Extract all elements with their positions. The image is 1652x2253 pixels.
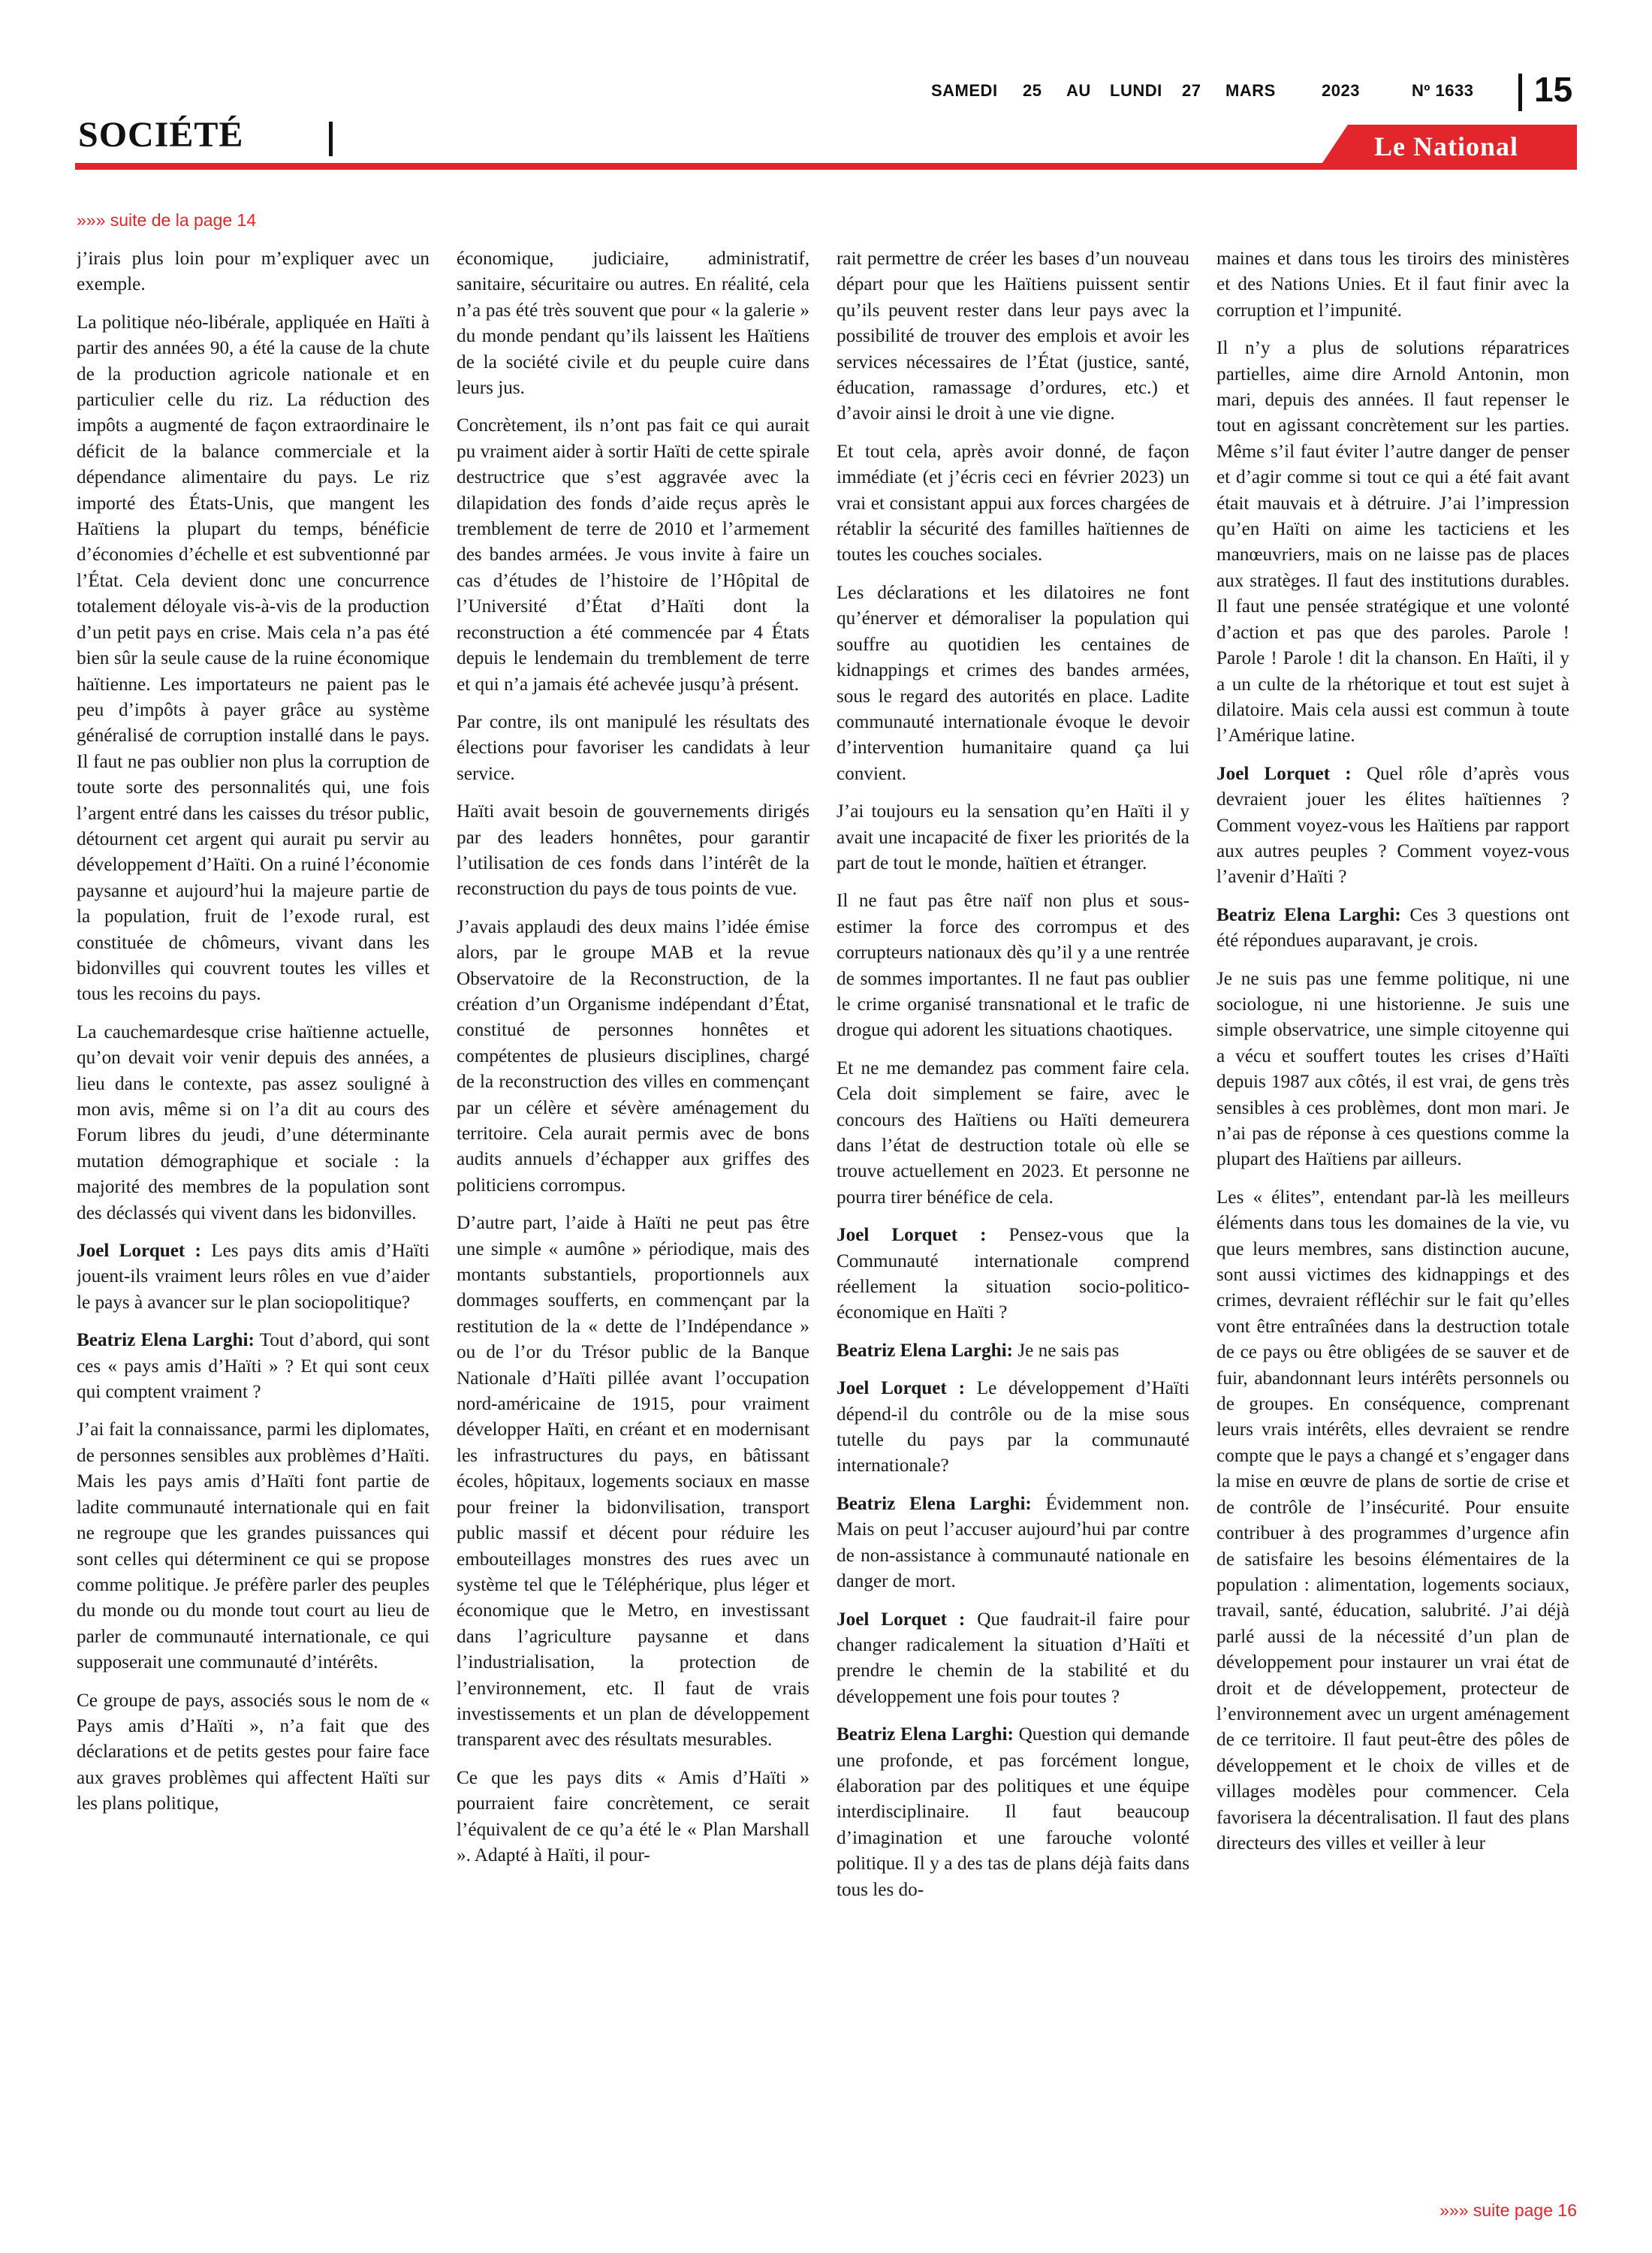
speaker-name: Joel Lorquet : — [77, 1241, 201, 1262]
paragraph-text: Il n’y a plus de solutions réparatrices partielles, aime dire Arnold Antonin, mon mari, depuis des années. Il faut repenser le tout en agissant concrètement sur les parties. Même s’il faut éviter l’autre danger de penser et d’agir comme si tout ce qui a été fait avant était mauvais et à détruire. J’ai l’impression qu’en Haïti on aime les tacticiens et les manœuvriers, mais on ne laisse pas de places aux stratèges. Il faut des institutions durables. Il faut une pensée stratégique et une volonté d’action et pas que des paroles. Parole ! Parole ! Parole ! dit la chanson. En Haïti, il y a un culte de la rhétorique et tout est sujet à dilatoire. Mais cela aussi est commun à toute l’Amérique latine. — [1216, 338, 1569, 746]
interview-exchange — [77, 1238, 430, 1316]
date-word: SAMEDI — [931, 81, 998, 100]
paragraph-text: Ce groupe de pays, associés sous le nom de « Pays amis d’Haïti », n’a fait que des déclarations et de petits gestes pour faire face aux graves problèmes qui affectent Haïti sur les plans politique, — [77, 1690, 430, 1814]
header-rule — [75, 163, 1577, 170]
page-number: 15 — [1534, 70, 1573, 109]
article-column-1 — [77, 246, 430, 2199]
paragraph-text: économique, judiciaire, administratif, sanitaire, sécuritaire ou autres. En réalité, cela n’a pas été très souvent que pour « la galerie » du monde pendant qu’ils laissent les Haïtiens de la société civile et du peuple cuire dans leurs jus. — [457, 249, 809, 399]
date-word: 2023 — [1322, 81, 1360, 100]
article-paragraph — [77, 1417, 430, 1675]
interview-exchange — [837, 1223, 1189, 1326]
paragraph-text: Les déclarations et les dilatoires ne font qu’énerver et démoraliser la population qui souffre au quotidien les centaines de kidnappings et crimes des bandes armées, sous le regard des autorités en place. Ladite communauté internationale évoque le devoir d’intervention humanitaire quand ça lui convient. — [837, 582, 1189, 784]
paragraph-text: Ce que les pays dits « Amis d’Haïti » pourraient faire concrètement, ce serait l’équivalent de ce qu’a été le « Plan Marshall ». Adapté à Haïti, il pour- — [457, 1767, 809, 1865]
article-paragraph — [457, 413, 809, 697]
paragraph-text: Je ne suis pas une femme politique, ni une sociologue, ni une historienne. Je suis une simple observatrice, une simple citoyenne qui a vécu et souffert toutes les crises d’Haïti depuis 1987 aux côtés, il est vrai, de gens très sensibles à ces problèmes, dont mon mari. Je n’ai pas de réponse à ces questions comme la plupart des Haïtiens par ailleurs. — [1216, 968, 1569, 1170]
paragraph-text: D’autre part, l’aide à Haïti ne peut pas être une simple « aumône » périodique, mais des montants substantiels, proportionnels aux dommages soufferts, en commençant par la restitution de la « dette de l’Indépendance » ou de l’or du Trésor public de la Banque Nationale d’Haïti pillée avant l’occupation nord-américaine de 1915, pour vraiment développer Haïti, en créant et en modernisant les infrastructures du pays, en bâtissant écoles, hôpitaux, logements sociaux en masse pour freiner la bidonvilisation, transport public massif et décent pour réduire les embouteillages monstres des rues avec un système tel que le Téléphérique, plus léger et économique que le Metro, en investissant dans l’agriculture paysanne et dans l’industrialisation, la protection de l’environnement, etc. Il faut de vrais investissements et un plan de développement transparent avec des résultats mesurables. — [457, 1213, 809, 1751]
article-column-3 — [837, 246, 1189, 2199]
paragraph-text: J’ai toujours eu la sensation qu’en Haïti il y avait une incapacité de fixer les priorités de la part de tout le monde, haïtien et étranger. — [837, 801, 1189, 873]
date-word: MARS — [1225, 81, 1276, 100]
article-paragraph — [77, 310, 430, 1008]
interview-exchange — [837, 1338, 1189, 1364]
article-paragraph — [77, 1020, 430, 1226]
section-title: SOCIÉTÉ — [78, 115, 244, 155]
paragraph-text: Il ne faut pas être naïf non plus et sous-estimer la force des corrompus et des corrupteurs nationaux dès qu’il y a une rentrée de sommes importantes. Il ne faut pas oublier le crime organisé transnational et le trafic de drogue qui adorent les situations chaotiques. — [837, 891, 1189, 1041]
paragraph-text: Le développement d’Haïti dépend-il du contrôle ou de la mise sous tutelle du pays par la communauté internationale? — [837, 1378, 1189, 1476]
interview-exchange — [1216, 762, 1569, 891]
interview-exchange — [837, 1722, 1189, 1903]
paragraph-text: J’ai fait la connaissance, parmi les diplomates, de personnes sensibles aux problèmes d’Haïti. Mais les pays amis d’Haïti font partie de ladite communauté internationale qui en fait ne regroupe que les grandes puissances qui sont celles qui déterminent ce qui se propose comme politique. Je préfère parler des peuples du monde ou du monde tout court au lieu de parler de communauté internationale, ce qui supposerait une communauté d’intérêts. — [77, 1419, 430, 1673]
article-paragraph — [1216, 246, 1569, 324]
article-paragraph — [837, 439, 1189, 569]
issue-number: Nº 1633 — [1412, 81, 1474, 100]
speaker-name: Joel Lorquet : — [1216, 763, 1352, 784]
interview-exchange — [837, 1491, 1189, 1595]
article-paragraph — [457, 1766, 809, 1869]
date-word: 25 — [1023, 81, 1042, 100]
article-paragraph — [77, 1688, 430, 1817]
speaker-name: Beatriz Elena Larghi: — [837, 1724, 1014, 1745]
speaker-name: Joel Lorquet : — [837, 1378, 965, 1399]
paragraph-text: Les « élites”, entendant par-là les meilleurs éléments dans tous les domaines de la vie, vu que leurs membres, sans distinction aucune, sont aussi victimes des kidnappings et des crimes, devraient réfléchir sur le fait qu’elles vont être entraînées dans la destruction totale de ce pays ou être obligées de se sauver et de fuir, abandonnant leurs intérêts personnels ou de groupes. En conséquence, comprenant leurs vrais intérêts, elles devraient se rendre compte que le pays a changé et s’engager dans la mise en œuvre de plans de sortie de crise et de contrôle de l’insécurité. Pour ensuite contribuer à des programmes d’urgence afin de satisfaire les besoins élémentaires de la population : alimentation, logements sociaux, travail, santé, éducation, salubrité. J’ai déjà parlé aussi de la nécessité d’un plan de développement pour instaurer un vrai état de droit et de développement, protecteur de l’environnement avec un urgent aménagement de ce territoire. Il faut peut-être des pôles de développement et le choix de villes et de villages modèles pour commencer. Cela favorisera la décentralisation. Il faut des plans directeurs des villes et veiller à leur — [1216, 1187, 1569, 1853]
date-word: 27 — [1182, 81, 1201, 100]
paragraph-text: j’irais plus loin pour m’expliquer avec un exemple. — [77, 249, 430, 295]
continued-from-note: »»» suite de la page 14 — [77, 210, 257, 230]
article-paragraph — [1216, 336, 1569, 749]
speaker-name: Joel Lorquet : — [837, 1225, 987, 1246]
paragraph-text: Tout d’abord, qui sont ces « pays amis d’Haïti » ? Et qui sont ceux qui comptent vraiment ? — [77, 1330, 430, 1403]
paragraph-text: Et tout cela, après avoir donné, de façon immédiate (et j’écris ceci en février 2023) un vrai et consistant appui aux forces chargées de rétablir la sécurité des familles haïtiennes de toutes les couches sociales. — [837, 441, 1189, 566]
page-number-divider — [1518, 74, 1522, 111]
article-paragraph — [837, 1056, 1189, 1211]
paragraph-text: Ces 3 questions ont été répondues auparavant, je crois. — [1216, 904, 1569, 952]
article-paragraph — [457, 1211, 809, 1754]
interview-exchange — [837, 1607, 1189, 1711]
speaker-name: Joel Lorquet : — [837, 1609, 966, 1630]
article-paragraph — [837, 246, 1189, 427]
paragraph-text: maines et dans tous les tiroirs des ministères et des Nations Unies. Et il faut finir avec la corruption et l’impunité. — [1216, 249, 1569, 321]
article-paragraph — [837, 581, 1189, 787]
paragraph-text: La cauchemardesque crise haïtienne actuelle, qu’on devait voir venir depuis des années, a lieu dans le contexte, pas assez souligné à mon avis, même si on l’a dit au cours des Forum libres du jeudi, d’une déterminante mutation démographique et sociale : la majorité des membres de la population sont des déclassés qui vivent dans les bidonvilles. — [77, 1021, 430, 1223]
paragraph-text: Évidemment non. Mais on peut l’accuser aujourd’hui par contre de non-assistance à communauté nationale en danger de mort. — [837, 1493, 1189, 1592]
article-paragraph — [1216, 1185, 1569, 1857]
article-paragraph — [457, 246, 809, 401]
paragraph-text: La politique néo-libérale, appliquée en Haïti à partir des années 90, a été la cause de la chute de la production agricole nationale et en particulier celle du riz. La réduction des impôts a augmenté de façon extraordinaire le déficit de la balance commerciale et la dépendance alimentaire du pays. Le riz importé des États-Unis, que mangent les Haïtiens la plupart du temps, bénéficie d’économies d’échelle et est subventionné par l’État. Cela devient donc une concurrence totalement déloyale vis-à-vis de la production d’un petit pays en crise. Mais cela n’a pas été bien sûr la seule cause de la ruine économique haïtienne. Les importateurs ne paient pas le peu d’impôts à payer grâce au système généralisé de corruption installé dans le pays. Il faut ne pas oublier non plus la corruption de toute sorte des personnalités qui, une fois l’argent entré dans les caisses du trésor public, détournent cet argent qui aurait pu servir au développement d’Haïti. On a ruiné l’économie paysanne et aujourd’hui la majeure partie de la population, fruit de l’exode rural, est constituée de chômeurs, vivant dans les bidonvilles qui couvrent toutes les villes et tous les recoins du pays. — [77, 312, 430, 1005]
speaker-name: Beatriz Elena Larghi: — [837, 1340, 1014, 1361]
article-paragraph — [457, 710, 809, 787]
section-divider — [329, 122, 333, 156]
paragraph-text: Je ne sais pas — [1017, 1340, 1120, 1361]
article-paragraph — [837, 888, 1189, 1043]
paragraph-text: J’avais applaudi des deux mains l’idée émise alors, par le groupe MAB et la revue Observatoire de la Reconstruction, de la création d’un Organisme indépendant d’État, constitué de personnes honnêtes et compétentes de plusieurs disciplines, chargé de la reconstruction des villes en commençant par un célère et sévère aménagement du territoire. Cela aurait permis avec de bons audits annuels d’échapper aux griffes des politiciens corrompus. — [457, 916, 809, 1196]
article-paragraph — [837, 799, 1189, 876]
article-column-2 — [457, 246, 809, 2199]
speaker-name: Beatriz Elena Larghi: — [837, 1493, 1032, 1514]
brand-name: Le National — [1374, 131, 1519, 161]
date-word: LUNDI — [1110, 81, 1162, 100]
interview-exchange — [837, 1376, 1189, 1479]
speaker-name: Beatriz Elena Larghi: — [77, 1330, 255, 1351]
paragraph-text: Les pays dits amis d’Haïti jouent-ils vraiment leurs rôles en vue d’aider le pays à avancer sur le plan sociopolitique? — [77, 1241, 430, 1313]
interview-exchange — [77, 1328, 430, 1405]
paragraph-text: Et ne me demandez pas comment faire cela. Cela doit simplement se faire, avec le concours des Haïtiens ou Haïti demeurera dans l’état de destruction totale où elle se trouve actuellement en 2023. Et personne ne pourra tirer bénéfice de cela. — [837, 1057, 1189, 1208]
paragraph-text: Haïti avait besoin de gouvernements dirigés par des leaders honnêtes, pour garantir l’utilisation de ces fonds dans l’intérêt de la reconstruction du pays de tous points de vue. — [457, 801, 809, 900]
speaker-name: Beatriz Elena Larghi: — [1216, 904, 1401, 925]
article-paragraph — [77, 246, 430, 298]
article-column-4 — [1216, 246, 1569, 2199]
paragraph-text: rait permettre de créer les bases d’un nouveau départ pour que les Haïtiens puissent sentir qu’ils peuvent rester dans leur pays avec la possibilité de trouver des emplois et avoir les services nécessaires de l’État (justice, santé, éducation, ramassage d’ordures, etc.) et d’avoir ainsi le droit à une vie digne. — [837, 249, 1189, 424]
paragraph-text: Question qui demande une profonde, et pas forcément longue, élaboration par des politiques et une équipe interdisciplinaire. Il faut beaucoup d’imagination et une farouche volonté politique. Il y a des tas de plans déjà faits dans tous les do- — [837, 1724, 1189, 1900]
paragraph-text: Pensez-vous que la Communauté internationale comprend réellement la situation socio-politico-économique en Haïti ? — [837, 1225, 1189, 1323]
paragraph-text: Concrètement, ils n’ont pas fait ce qui aurait pu vraiment aider à sortir Haïti de cette spirale destructrice que s’est aggravée avec la dilapidation des fonds d’aide reçus après le tremblement de terre de 2010 et l’armement des bandes armées. Je vous invite à faire un cas d’études de l’histoire de l’Hôpital de l’Université d’État d’Haïti dont la reconstruction a été commencée par 4 États depuis le lendemain du tremblement de terre et qui n’a jamais été achevée jusqu’à présent. — [457, 415, 809, 695]
date-word: AU — [1066, 81, 1091, 100]
interview-exchange — [1216, 903, 1569, 955]
article-paragraph — [457, 915, 809, 1199]
continued-to-note: »»» suite page 16 — [1439, 2200, 1577, 2220]
article-paragraph — [1216, 967, 1569, 1173]
paragraph-text: Quel rôle d’après vous devraient jouer les élites haïtiennes ? Comment voyez-vous les Haïtiens par rapport aux autres peuples ? Comment voyez-vous l’avenir d’Haïti ? — [1216, 763, 1569, 888]
paragraph-text: Que faudrait-il faire pour changer radicalement la situation d’Haïti et prendre le chemin de la stabilité et du développement une fois pour toutes ? — [837, 1609, 1189, 1707]
article-paragraph — [457, 799, 809, 903]
paragraph-text: Par contre, ils ont manipulé les résultats des élections pour favoriser les candidats à leur service. — [457, 711, 809, 784]
